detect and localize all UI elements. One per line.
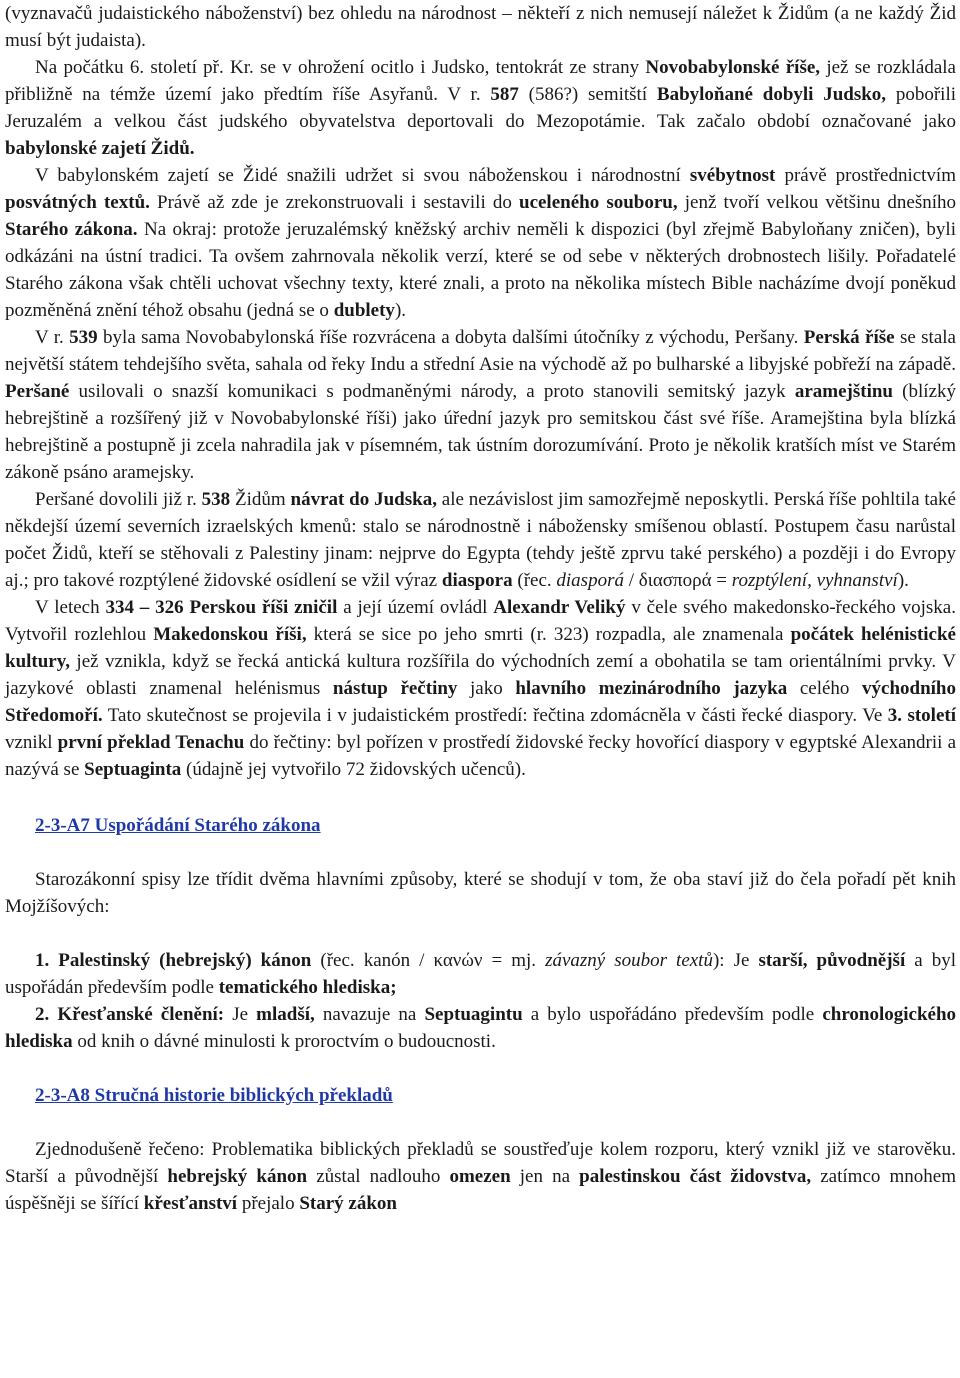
text-run: přejalo — [237, 1193, 300, 1214]
section-heading — [5, 812, 956, 839]
text-run: Makedonskou říši, — [153, 624, 307, 645]
text-run: Židům — [230, 489, 291, 510]
text-run: 1. Palestinský (hebrejský) kánon — [35, 950, 312, 971]
text-run: Peršané — [5, 381, 70, 402]
text-run: Tato skutečnost se projevila i v judaistickém prostředí: řečtina zdomácněla v části řecké diaspory. Ve — [102, 705, 888, 726]
text-run: svébytnost — [689, 165, 776, 186]
text-run: byla sama Novobabylonská říše rozvrácena a dobyta dalšími útočníky z východu, Peršany. — [97, 327, 804, 348]
text-run: nástup řečtiny — [332, 678, 458, 699]
text-run: ): Je — [712, 950, 759, 971]
text-run: právě prostřednictvím — [775, 165, 956, 186]
text-run: se stala největší státem tehdejšího světa, sahala od řeky Indu a střední Asie na východě až po bulharské a libyjské pobřeží na západě. — [5, 327, 956, 375]
text-run: pobořili Jeruzalém a velkou část judského obyvatelstva deportovali do Mezopotámie. Tak začalo období označované jako — [5, 84, 956, 132]
text-run: / διασπορά = — [623, 570, 732, 591]
text-run: zůstal nadlouho — [307, 1166, 450, 1187]
text-run: (řec. — [512, 570, 557, 591]
text-run: křesťanství — [143, 1193, 238, 1214]
text-run: od knih o dávné minulosti k proroctvím o budoucnosti. — [72, 1031, 496, 1052]
text-run: Na okraj: protože jeruzalémský kněžský archiv neměli k dispozici (byl zřejmě Babyloňany zničen), byli odkázáni na ústní tradici. Ta ovšem zahrnovala několik verzí, které se od sebe v některých drobnostech lišily. Pořadatelé Starého zákona však chtěli uchovat všechny texty, které znali, a proto na několika místech Bible nacházíme dvojí poněkud pozměněná znění téhož obsahu (jedná se o — [5, 219, 956, 321]
text-run: Novobabylonské říše, — [645, 57, 821, 78]
text-run: východního Středomoří. — [5, 678, 956, 726]
text-run: do řečtiny: byl pořízen v prostředí židovské řecky hovořící diaspory v egyptské Alexandrii a nazývá se — [5, 732, 957, 780]
heading-text: 2-3-A8 Stručná historie biblických překladů — [35, 1085, 393, 1106]
text-run: starší, původnější — [758, 950, 906, 971]
text-run: Babyloňané dobyli Judsko, — [656, 84, 887, 105]
text-run: jenž tvoří velkou většinu dnešního — [677, 192, 957, 213]
text-run: Septuagintu — [424, 1004, 523, 1025]
text-run: v čele svého makedonsko-řeckého vojska. Vytvořil rozlehlou — [5, 597, 956, 645]
text-run: (586?) semitští — [518, 84, 657, 105]
text-run: (údajně jej vytvořilo 72 židovských učenců). — [181, 759, 526, 780]
text-run: palestinskou část židovstva, — [579, 1166, 812, 1187]
text-run: Na počátku 6. století př. Kr. se v ohrožení ocitlo i Judsko, tentokrát ze strany — [35, 57, 646, 78]
section-heading — [5, 1082, 956, 1109]
text-run: 539 — [69, 327, 98, 348]
text-run: jež se rozkládala přibližně na témže území jako předtím říše Asyřanů. V r. — [5, 57, 956, 105]
text-run: (řec. kanón / κανών = mj. — [311, 950, 546, 971]
paragraph — [5, 486, 956, 594]
text-run: vznikl — [5, 732, 58, 753]
text-run: Starý zákon — [299, 1193, 397, 1214]
text-run: babylonské zajetí Židů. — [5, 138, 195, 159]
paragraph — [5, 947, 956, 1001]
text-run: diaspora — [441, 570, 513, 591]
text-run: 587 — [490, 84, 519, 105]
text-run: aramejštinu — [794, 381, 893, 402]
text-run: zatímco mnohem úspěšněji se šířící — [5, 1166, 956, 1214]
text-run: (blízký hebrejštině a rozšířený již v Novobabylonské říši) jako úřední jazyk pro semitskou část své říše. Aramejština byla blízká hebrejštině a postupně ji zcela nahradila jak v písemném, tak ústním dorozumívání. Proto je několik kratších míst ve Starém zákoně psáno aramejsky. — [5, 381, 956, 483]
text-run: Alexandr Veliký — [493, 597, 626, 618]
paragraph — [5, 594, 956, 783]
text-run: ). — [897, 570, 909, 591]
text-run: V letech — [35, 597, 106, 618]
text-run: která se sice po jeho smrti (r. 323) rozpadla, ale znamenala — [306, 624, 791, 645]
text-run: jen na — [510, 1166, 580, 1187]
text-run: Starozákonní spisy lze třídit dvěma hlavními způsoby, které se shodují v tom, že oba staví již do čela pořadí pět knih Mojžíšových: — [5, 869, 956, 917]
text-run: chronologického hlediska — [5, 1004, 957, 1052]
text-run: Perská říše — [803, 327, 895, 348]
text-run: ). — [394, 300, 407, 321]
text-run: navazuje na — [314, 1004, 425, 1025]
text-run: Zjednodušeně řečeno: Problematika biblických překladů se soustřeďuje kolem rozporu, který vznikl již ve starověku. Starší a původnější — [5, 1139, 956, 1187]
text-run: (vyznavačů judaistického náboženství) bez ohledu na národnost – někteří z nich nemusejí náležet k Židům (a ne každý Žid musí být judaista). — [5, 3, 956, 51]
text-run: V r. — [35, 327, 70, 348]
text-run: hlavního mezinárodního jazyka — [515, 678, 788, 699]
text-run: jako — [457, 678, 516, 699]
heading-text: 2-3-A7 Uspořádání Starého zákona — [35, 815, 321, 836]
text-run: Starého zákona. — [5, 219, 138, 240]
text-run: jež vznikla, když se řecká antická kultura rozšířila do východních zemí a obohatila se tam orientálními prvky. V jazykové oblasti znamenal helénismus — [5, 651, 956, 699]
paragraph — [5, 1136, 956, 1217]
text-run: ale nezávislost jim samozřejmě neposkytli. Perská říše pohltila také někdejší území severních izraelských kmenů: stalo se národnostně i nábožensky smíšenou oblastí. Postupem času narůstal počet Židů, kteří se stěhovali z Palestiny jinam: nejprve do Egypta (tehdy ještě zprvu také perského) a později i do Evropy aj.; pro takové rozptýlené židovské osídlení se vžil výraz — [5, 489, 956, 591]
text-run: rozptýlení, vyhnanství — [731, 570, 898, 591]
text-run: a byl uspořádán především podle — [5, 950, 956, 998]
paragraph — [5, 324, 956, 486]
text-run: 2. Křesťanské členění: — [35, 1004, 225, 1025]
text-run: 334 – 326 Perskou říši zničil — [105, 597, 338, 618]
text-run: dublety — [333, 300, 395, 321]
text-run: mladší, — [256, 1004, 315, 1025]
text-run: první překlad Tenachu — [57, 732, 245, 753]
text-run: Je — [224, 1004, 257, 1025]
text-run: a její území ovládl — [337, 597, 494, 618]
text-run: omezen — [449, 1166, 511, 1187]
text-run: závazný soubor textů — [545, 950, 713, 971]
paragraph — [5, 1001, 956, 1055]
text-run: Peršané dovolili již r. — [35, 489, 202, 510]
text-run: Právě až zde je zrekonstruovali i sestavili do — [149, 192, 519, 213]
text-run: počátek helénistické kultury, — [5, 624, 956, 672]
text-run: hebrejský kánon — [167, 1166, 308, 1187]
text-run: tematického hlediska; — [218, 977, 397, 998]
text-run: a bylo uspořádáno především podle — [522, 1004, 823, 1025]
text-run: Septuaginta — [84, 759, 182, 780]
text-run: usilovali o snazší komunikaci s podmaněnými národy, a proto stanovili semitský jazyk — [69, 381, 795, 402]
text-run: 3. století — [887, 705, 956, 726]
text-run: uceleného souboru, — [519, 192, 678, 213]
text-run: 538 — [201, 489, 231, 510]
paragraph — [5, 0, 956, 54]
paragraph — [5, 54, 956, 162]
paragraph — [5, 866, 956, 920]
text-run: diasporá — [556, 570, 624, 591]
text-run: celého — [787, 678, 863, 699]
text-run: návrat do Judska, — [290, 489, 437, 510]
paragraph — [5, 162, 956, 324]
text-run: V babylonském zajetí se Židé snažili udržet si svou náboženskou i národnostní — [35, 165, 690, 186]
text-run: posvátných textů. — [5, 192, 150, 213]
